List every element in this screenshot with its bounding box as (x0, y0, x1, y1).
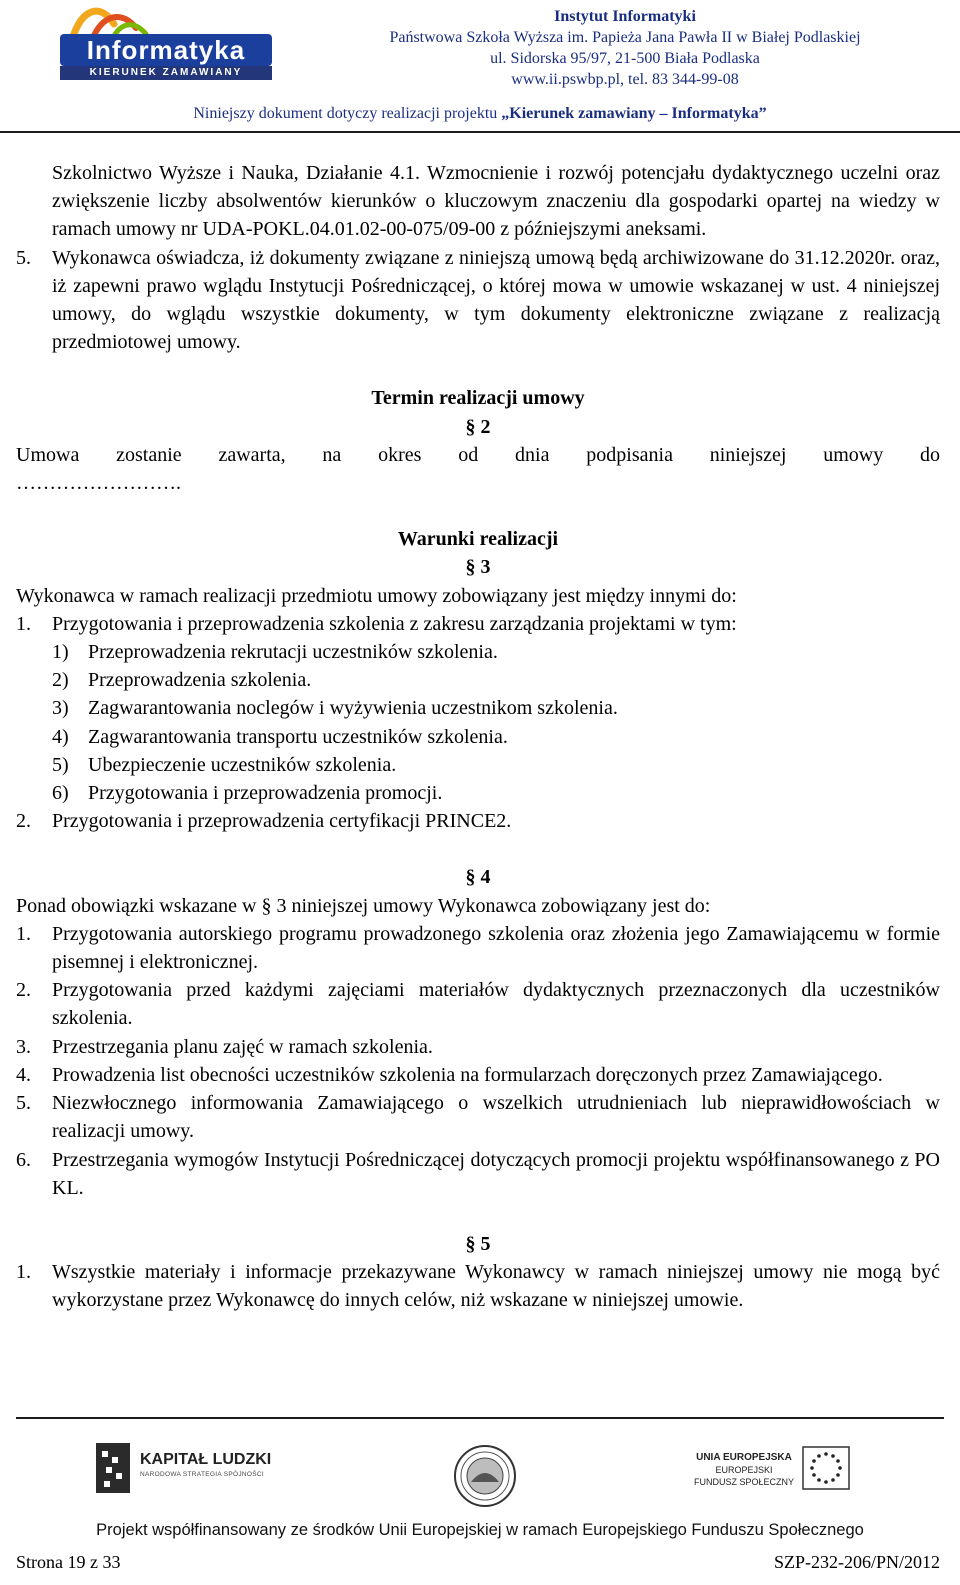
ue-efs-logo (694, 1446, 854, 1496)
list-text: Przygotowania i przeprowadzenia certyfikacji PRINCE2. (52, 810, 512, 833)
ue-line-3: FUNDUSZ SPOŁECZNY (694, 1477, 795, 1487)
list-number: 1. (16, 922, 31, 945)
section-3-item-1 (16, 610, 940, 638)
ue-line-1: UNIA EUROPEJSKA (696, 1452, 792, 1463)
spacer (16, 497, 940, 525)
list-number: 2. (16, 810, 31, 833)
sub-list-item (16, 723, 940, 751)
list-number: 4. (16, 1063, 31, 1086)
kapital-ludzki-logo (96, 1443, 272, 1497)
section-4-item (16, 1061, 940, 1089)
spacer (16, 1202, 940, 1230)
ue-logo-text (694, 1452, 794, 1488)
document-id: SZP-232-206/PN/2012 (773, 1552, 940, 1572)
list-text: Przygotowania przed każdymi zajęciami materiałów dydaktycznych przeznaczonych dla uczestników szkolenia. (52, 979, 940, 1030)
list-text: Wykonawca oświadcza, iż dokumenty związane z niniejszą umową będą archiwizowane do 31.12.2020r. oraz, iż zapewni prawo wglądu Instytucji Pośredniczącej, o której mowa w umowie wskazanej w ust. 4 niniejszej umowy, do wglądu wszystkie dokumenty, w tym dokumenty elektroniczne związane z realizacją przedmiotowej umowy. (52, 246, 940, 354)
list-text: Niezwłocznego informowania Zamawiającego o wszelkich utrudnieniach lub nieprawidłowościach w realizacji umowy. (52, 1092, 940, 1143)
page-number: Strona 19 z 33 (16, 1552, 121, 1572)
section-2-symbol: § 2 (465, 415, 491, 438)
section-2-title: Termin realizacji umowy (371, 387, 585, 410)
list-number: 6. (16, 1148, 31, 1171)
project-name: „Kierunek zamawiany – Informatyka” (501, 105, 767, 122)
sub-number: 1) (52, 641, 69, 664)
section-4-item (16, 1089, 940, 1145)
section-5-symbol: § 5 (465, 1232, 491, 1255)
list-text: Przygotowania i przeprowadzenia szkolenia z zakresu zarządzania projektami w tym: (52, 612, 737, 635)
list-number: 3. (16, 1035, 31, 1058)
sub-number: 2) (52, 669, 69, 692)
sub-text: Przygotowania i przeprowadzenia promocji. (88, 782, 443, 805)
section-4-item (16, 976, 940, 1032)
kapital-ludzki-emblem-icon (96, 1443, 130, 1493)
section-4-item (16, 1033, 940, 1061)
kapital-ludzki-subtitle: NARODOWA STRATEGIA SPÓJNOŚCI (140, 1471, 264, 1478)
list-text: Przestrzegania wymogów Instytucji Pośredniczącej dotyczących promocji projektu współfinansowanego z PO KL. (52, 1148, 940, 1199)
sub-list-item (16, 638, 940, 666)
document-body (16, 159, 940, 1315)
cofunding-note: Projekt współfinansowany ze środków Unii Europejskiej w ramach Europejskiego Funduszu Społecznego (96, 1521, 864, 1539)
school-name: Państwowa Szkoła Wyższa im. Papieża Jana Pawła II w Białej Podlaskiej (389, 29, 861, 46)
list-number: 1. (16, 1261, 31, 1284)
project-line (0, 105, 960, 123)
institute-name: Instytut Informatyki (554, 8, 696, 25)
list-number: 1. (16, 612, 31, 635)
sub-text: Zagwarantowania transportu uczestników szkolenia. (88, 725, 508, 748)
section-3-intro: Wykonawca w ramach realizacji przedmiotu umowy zobowiązany jest między innymi do: (16, 584, 737, 607)
school-address: ul. Sidorska 95/97, 21-500 Biała Podlaska (490, 50, 760, 67)
logo-subtitle: KIERUNEK ZAMAWIANY (60, 66, 272, 80)
sub-text: Ubezpieczenie uczestników szkolenia. (88, 753, 397, 776)
kapital-ludzki-title: KAPITAŁ LUDZKI (140, 1451, 272, 1468)
project-prefix: Niniejszy dokument dotyczy realizacji projektu (193, 105, 502, 122)
institute-info (330, 6, 920, 90)
ue-line-2: EUROPEJSKI (715, 1465, 773, 1475)
footer-divider (16, 1417, 944, 1419)
list-number: 2. (16, 979, 31, 1002)
sub-list-item (16, 779, 940, 807)
page-header (0, 0, 960, 132)
list-number: 5. (16, 1092, 31, 1115)
list-item-5 (16, 244, 940, 357)
sub-number: 5) (52, 753, 69, 776)
sub-list-item (16, 751, 940, 779)
logo-wordmark: Informatyka (60, 34, 272, 66)
paragraph-continuation: Szkolnictwo Wyższe i Nauka, Działanie 4.1. Wzmocnienie i rozwój potencjału dydaktycznego uczelni oraz zwiększenie liczby absolwentów kierunków o kluczowym znaczeniu dla gospodarki opartej na wiedzy w ramach umowy nr UDA-POKL.04.01.02-00-075/09-00 z późniejszymi aneksami. (52, 162, 940, 241)
list-text: Prowadzenia list obecności uczestników szkolenia na formularzach doręczonych przez Zamawiającego. (52, 1063, 883, 1086)
eu-flag-icon (802, 1446, 850, 1490)
list-text: Przygotowania autorskiego programu prowadzonego szkolenia oraz złożenia jego Zamawiającemu w formie pisemnej i elektronicznej. (52, 922, 940, 974)
section-4-intro: Ponad obowiązki wskazane w § 3 niniejszej umowy Wykonawca zobowiązany jest do: (16, 894, 711, 917)
section-2-line-2: ……………………. (16, 472, 181, 495)
section-2-line-1: Umowa zostanie zawarta, na okres od dnia podpisania niniejszej umowy do (16, 443, 940, 466)
spacer (16, 835, 940, 863)
section-3-title: Warunki realizacji (397, 528, 559, 551)
sub-text: Przeprowadzenia rekrutacji uczestników szkolenia. (88, 641, 498, 664)
section-3-item-2 (16, 807, 940, 835)
section-4-item (16, 920, 940, 976)
university-seal-icon (453, 1444, 517, 1508)
sub-text: Zagwarantowania noclegów i wyżywienia uczestnikom szkolenia. (88, 697, 618, 720)
header-divider (0, 131, 960, 133)
school-contact: www.ii.pswbp.pl, tel. 83 344-99-08 (511, 71, 739, 88)
list-text: Przestrzegania planu zajęć w ramach szkolenia. (52, 1035, 433, 1058)
sub-number: 6) (52, 782, 69, 805)
sub-text: Przeprowadzenia szkolenia. (88, 669, 312, 692)
list-number: 5. (16, 246, 31, 269)
sub-list-item (16, 694, 940, 722)
sub-number: 4) (52, 725, 69, 748)
section-4-symbol: § 4 (465, 866, 491, 889)
section-5-item-1 (16, 1258, 940, 1314)
spacer (16, 356, 940, 384)
sub-list-item (16, 666, 940, 694)
section-3-symbol: § 3 (465, 556, 491, 579)
list-text: Wszystkie materiały i informacje przekazywane Wykonawcy w ramach niniejszej umowy nie mogą być wykorzystane przez Wykonawcę do innych celów, niż wskazane w niniejszej umowie. (52, 1261, 940, 1312)
sub-number: 3) (52, 697, 69, 720)
informatyka-logo (52, 4, 274, 88)
section-4-item (16, 1146, 940, 1202)
